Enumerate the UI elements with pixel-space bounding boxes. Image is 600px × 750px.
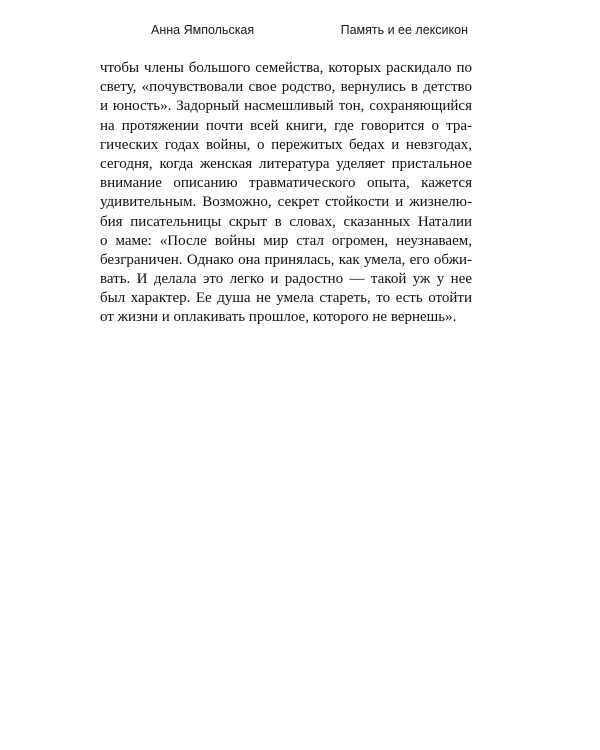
text-line: и юность». Задорный насмешливый тон, сохраняющийся (100, 98, 472, 115)
running-head (0, 23, 600, 43)
text-line: удивительным. Возможно, секрет стойкости и жизнелю- (100, 194, 472, 211)
text-line: бия писательницы скрыт в словах, сказанных Наталии (100, 213, 472, 230)
text-line-last: от жизни и оплакивать прошлое, которого не вернешь». (100, 309, 457, 326)
text-line: чтобы члены большого семейства, которых раскидало по (100, 60, 472, 76)
text-line: вать. И делала это легко и радостно — такой уж у нее (100, 271, 472, 288)
text-line: свету, «почувствовали свое родство, вернулись в детство (100, 79, 472, 96)
text-line: о маме: «После войны мир стал огромен, неузнаваем, (100, 232, 472, 249)
text-line: на протяжении почти всей книги, где говорится о тра- (100, 117, 472, 134)
running-head-author: Анна Ямпольская (151, 23, 255, 37)
text-line: сегодня, когда женская литература уделяет пристальное (100, 155, 472, 172)
body-paragraph (100, 59, 472, 328)
text-line: внимание описанию травматического опыта, кажется (100, 175, 472, 192)
text-line: был характер. Ее душа не умела стареть, то есть отойти (100, 290, 472, 307)
running-head-title: Память и ее лексикон (340, 23, 468, 37)
text-line: гических годах войны, о пережитых бедах и невзгодах, (100, 136, 472, 153)
text-line: безграничен. Однако она принялась, как умела, его обжи- (100, 251, 472, 268)
